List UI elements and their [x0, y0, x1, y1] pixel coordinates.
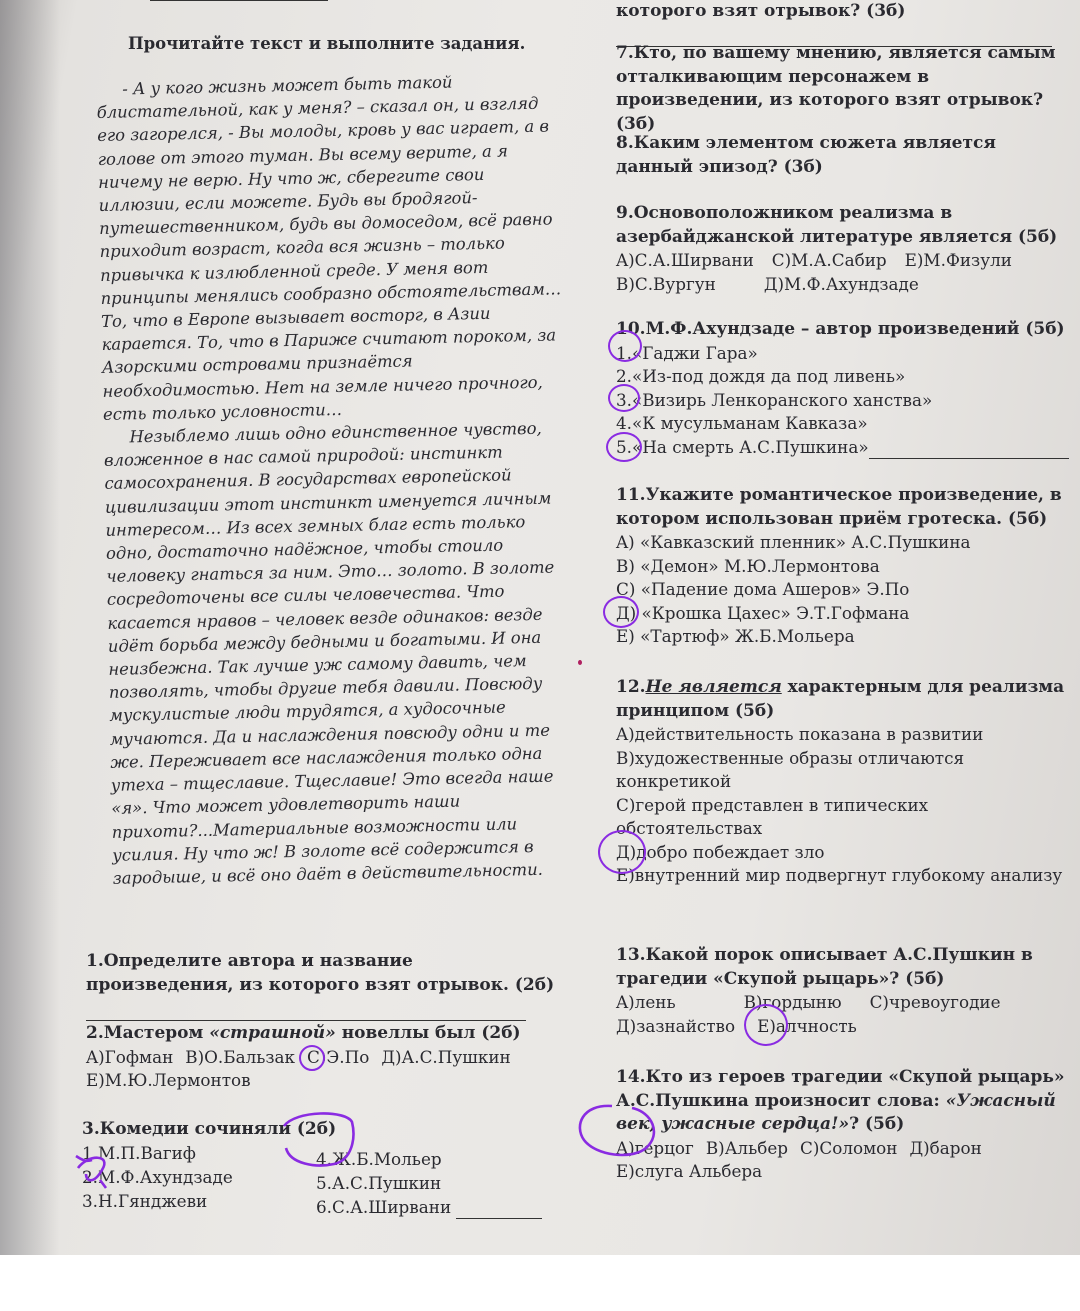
question-6-tail-text: которого взят отрывок? (3б) [616, 1, 906, 21]
question-10-title: 10.М.Ф.Ахундзаде – автор произведений (5б) [616, 319, 1065, 339]
q3-option-6-label: 6.С.А.Ширвани [316, 1196, 452, 1217]
question-13-title: 13.Какой порок описывает А.С.Пушкин в трагедии «Скупой рыцарь»? (5б) [616, 945, 1033, 989]
question-14-title-end: ? (5б) [849, 1114, 905, 1134]
q13-option-c[interactable]: C)чревоугодие [869, 992, 1001, 1012]
question-12 [616, 676, 1074, 888]
question-14-quote: «Ужасный век, ужасные сердца!» [616, 1090, 1056, 1134]
answer-line-3[interactable] [456, 1218, 542, 1219]
date-line [150, 0, 328, 1]
q3-option-6[interactable] [316, 1196, 542, 1220]
pen-circle-q11-d [603, 596, 639, 628]
q9-option-b[interactable]: B)С.Вургун [616, 273, 716, 294]
q13-option-b[interactable]: B)гордыню [743, 992, 842, 1012]
q2-option-a[interactable]: A)Гофман [86, 1046, 174, 1067]
q3-option-2[interactable]: 2.М.Ф.Ахундзаде [82, 1166, 233, 1187]
pen-circle-q14-a [572, 1096, 668, 1168]
question-2-title-start: 2.Мастером [86, 1023, 210, 1043]
pen-circle-q13-e [744, 1004, 788, 1046]
question-12-negation: Не является [645, 677, 782, 697]
q14-option-e[interactable]: E)слуга Альбера [616, 1161, 763, 1181]
q9-option-a[interactable]: A)С.А.Ширвани [616, 250, 754, 270]
q10-option-4[interactable]: 4.«К мусульманам Кавказа» [616, 413, 868, 433]
q14-option-d[interactable]: Д)барон [909, 1137, 982, 1158]
question-3-title: 3.Комедии сочиняли (2б) [82, 1119, 337, 1139]
reading-passage [96, 68, 575, 890]
q2-option-e[interactable]: E)М.Ю.Лермонтов [86, 1070, 251, 1090]
pen-marks-q3-options [72, 1138, 142, 1194]
q10-option-2[interactable]: 2.«Из-под дождя да под ливень» [616, 366, 906, 386]
q14-option-b[interactable]: B)Альбер [705, 1137, 788, 1158]
pen-circle-q10-1 [608, 330, 642, 362]
question-9-title: 9.Основоположником реализма в азербайджанской литературе является (5б) [616, 203, 1058, 247]
q12-option-e[interactable]: E)внутренний мир подвергнут глубокому анализу [616, 865, 1063, 885]
q9-option-c[interactable]: C)М.А.Сабир [771, 250, 887, 270]
q12-option-a[interactable]: A)действительность показана в развитии [616, 724, 984, 744]
q11-option-d[interactable]: Д) «Крошка Цахес» Э.Т.Гофмана [616, 602, 910, 623]
q12-option-d[interactable]: Д)добро побеждает зло [616, 841, 825, 862]
q9-option-e[interactable]: E)М.Физули [904, 250, 1012, 270]
q2-option-c[interactable]: C)Э.По [307, 1046, 370, 1067]
passage-paragraph-1: - А у кого жизнь может быть такой блистательной, как у меня? – сказал он, и взгляд его загорелся, - Вы молоды, кровь у вас играет, а в голове от этого туман. Вы всему верите, а я ничему не верю. Ну что ж, сберегите свои иллюзии, если можете. Будь вы бродягой-путешественником, будь вы домоседом, всё равно приходит возраст, когда вся жизнь – только привычка к излюбленной среде. У меня вот принципы менялись сообразно обстоятельствам… [96, 72, 562, 308]
q3-option-1[interactable]: 1.М.П.Вагиф [82, 1142, 196, 1163]
q13-option-a[interactable]: A)лень [616, 992, 676, 1012]
question-11-title: 11.Укажите романтическое произведение, в котором использован приём гротеска. (5б) [616, 485, 1062, 529]
question-12-number: 12. [616, 677, 646, 697]
question-2-title-end: новеллы был (2б) [335, 1023, 521, 1043]
question-14 [616, 1066, 1078, 1184]
answer-line-10[interactable] [869, 458, 1069, 459]
question-7 [616, 42, 1074, 136]
question-6-tail [616, 0, 1066, 47]
question-11 [616, 484, 1074, 649]
q11-option-c[interactable]: C) «Падение дома Ашеров» Э.По [616, 579, 910, 599]
ink-dot [578, 660, 582, 665]
q3-option-5[interactable]: 5.А.С.Пушкин [316, 1172, 442, 1193]
question-2-title [86, 1022, 556, 1046]
question-12-title [616, 676, 1074, 723]
q12-option-c[interactable]: C)герой представлен в типических обстоятельствах [616, 794, 929, 838]
q11-option-b[interactable]: B) «Демон» М.Ю.Лермонтова [616, 555, 880, 576]
question-13 [616, 944, 1074, 1038]
question-2-title-emphasis: «страшной» [209, 1023, 336, 1043]
q11-option-e[interactable]: E) «Тартюф» Ж.Б.Мольера [616, 626, 855, 646]
question-14-title-start: 14.Кто из героев трагедии «Скупой рыцарь» А.С.Пушкина произносит слова: [616, 1067, 1065, 1111]
q2-option-d[interactable]: Д)А.С.Пушкин [381, 1046, 511, 1067]
pen-circle-q12-d [598, 830, 646, 874]
page-shadow [0, 0, 60, 1255]
question-8-title: 8.Каким элементом сюжета является данный эпизод? (3б) [616, 133, 996, 177]
q14-option-a[interactable]: A)герцог [616, 1137, 694, 1158]
passage-paragraph-3: Незыблемо лишь одно единственное чувство, вложенное в нас самой природой: инстинкт самосохранения. В государствах европейской цивилизации этот инстинкт именуется личным интересом… Из всех земных благ есть только одно, достаточно надёжное, чтобы стоило человеку гнаться за ним. Это… золото. В золоте сосредоточены все силы человечества. Что касается нравов – человек везде одинаков: везде идёт борьба между бедными и богатыми. И она неизбежна. Так лучше уж самому давить, чем позволять, чтобы другие тебя давили. Повсюду мускулистые люди трудятся, а худосочные мучаются. Да и наслаждения повсюду одни и те же. Переживает все наслаждения только одна утеха – тщеславие. Тщеславие! Это всегда наше «я». Что может удовлетворить наши прихоти?...Материальные возможности или усилия. Ну что ж! В золоте всё содержится в зародыше, и всё оно даёт в действительности. [103, 418, 555, 888]
question-1 [86, 950, 556, 1021]
question-1-title: 1.Определите автора и название произведения, из которого взят отрывок. (2б) [86, 951, 555, 995]
pen-circle-q10-3 [608, 384, 640, 412]
q14-option-c[interactable]: C)Соломон [800, 1137, 898, 1158]
pen-circle-q10-5 [606, 432, 642, 462]
q12-option-b[interactable]: B)художественные образы отличаются конкретикой [616, 747, 965, 791]
q13-option-d[interactable]: Д)зазнайство [616, 1015, 736, 1036]
pen-circle-q3-points [276, 1108, 358, 1170]
q10-option-1[interactable]: 1.«Гаджи Гара» [616, 342, 758, 363]
q13-option-e[interactable]: E)алчность [757, 1015, 857, 1036]
question-14-title [616, 1066, 1078, 1137]
q3-option-3[interactable]: 3.Н.Гянджеви [82, 1190, 208, 1211]
question-10 [616, 318, 1074, 459]
instruction-heading: Прочитайте текст и выполните задания. [128, 34, 526, 53]
answer-line-1[interactable] [86, 1006, 526, 1021]
question-7-title: 7.Кто, по вашему мнению, является самым отталкивающим персонажем в произведении, из которого взят отрывок?(3б) [616, 43, 1056, 134]
q10-option-5[interactable] [616, 436, 1074, 460]
question-12-title-rest: характерным для реализма принципом (5б) [616, 677, 1065, 721]
q11-option-a[interactable]: A) «Кавказский пленник» А.С.Пушкина [616, 532, 971, 552]
question-8 [616, 132, 1074, 179]
pen-circle-q2 [299, 1045, 325, 1071]
q2-option-b[interactable]: B)О.Бальзак [185, 1046, 296, 1067]
passage-paragraph-2: То, что в Европе вызывает восторг, в Азии карается. То, что в Париже считают пороком, за Азорскими островами признаётся необходимостью. Нет на земле ничего прочного, есть только условности… [100, 303, 557, 424]
q3-option-4[interactable]: 4.Ж.Б.Мольер [316, 1148, 442, 1169]
q10-option-5-label: 5.«На смерть А.С.Пушкина» [616, 436, 869, 457]
question-9 [616, 202, 1074, 296]
q9-option-d[interactable]: Д)М.Ф.Ахундзаде [763, 273, 919, 294]
q10-option-3[interactable]: 3.«Визирь Ленкоранского ханства» [616, 389, 933, 410]
